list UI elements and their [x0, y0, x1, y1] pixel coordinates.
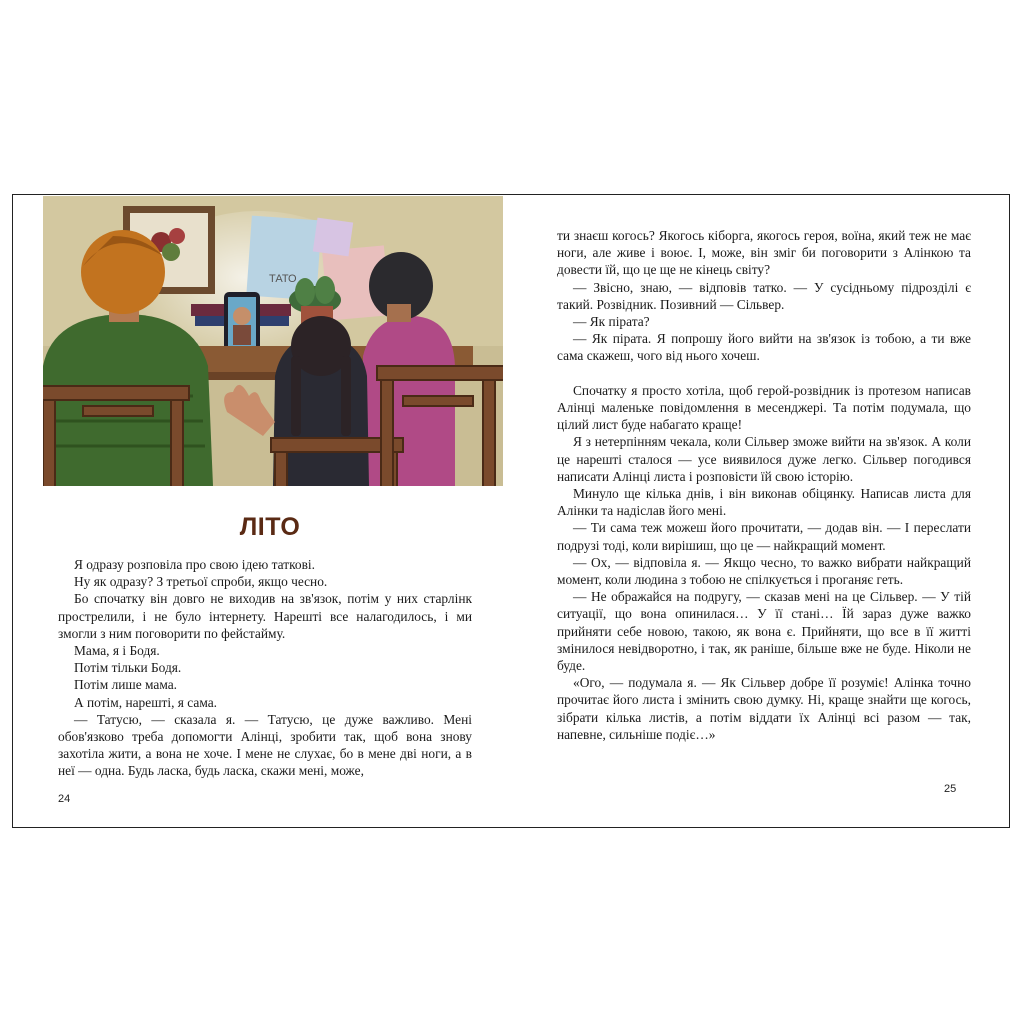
chapter-title: ЛІТО [239, 513, 301, 541]
paragraph: Бо спочатку він довго не виходив на зв'язок, потім у них старлінк прострелили, і не було інтернету. Нарешті все налагодилось, і ми змогли з ним поговорити по фейстайму. [58, 591, 472, 641]
paragraph: Минуло ще кілька днів, і він виконав обіцянку. Написав листа для Алінки та надіслав його мені. [557, 486, 971, 519]
paragraph: — Татусю, — сказала я. — Татусю, це дуже важливо. Мені обов'язково треба допомогти Алінці, зробити так, щоб вона знову захотіла жити, а вона не хоче. І мене не слухає, бо в мене дві ноги, а в неї — одна. Будь ласка, будь ласка, скажи мені, може, [58, 711, 472, 779]
paragraph: — Як пірата? [573, 314, 650, 330]
paragraph: «Ого, — подумала я. — Як Сільвер добре її розуміє! Алінка точно прочитає його листа і змінить свою думку. Ні, краще знайти ще когось, зібрати кілька листів, а потім віддати їх Алінці всі разом — так, напевне, сильніше подіє…» [557, 675, 971, 742]
paragraph: — Звісно, знаю, — відповів татко. — У сусідньому підрозділі є такий. Розвідник. Позивний — Сільвер. [557, 279, 971, 312]
paragraph: — Як пірата. Я попрошу його вийти на зв'язок із тобою, а ти вже сама скажеш, чого від нього хочеш. [557, 331, 971, 364]
paragraph: Я з нетерпінням чекала, коли Сільвер зможе вийти на зв'язок. А коли це нарешті сталося — усе виявилося дуже легко. Сільвер погодився написати Алінці листа і розповісти їй свою історію. [557, 434, 971, 484]
paragraph: — Ох, — відповіла я. — Якщо чесно, то важко вибрати найкращий момент, коли людина з тобою не спілкується і проганяє геть. [557, 554, 971, 588]
paragraph: — Не ображайся на подругу, — сказав мені на це Сільвер. — У тій ситуації, що вона опинилася… У її стані… Їй зараз дуже важко прийняти себе новою, такою, як вона є. Прийняти, що все в її житті змінилося невідворотно, і так, як раніше, більше вже не буде. Ніколи не буде. [557, 589, 971, 674]
book-spread [12, 194, 1010, 828]
paragraph: — Ти сама теж можеш його прочитати, — додав він. — І переслати подрузі тоді, коли вирішиш, що це — найкращий момент. [557, 520, 971, 553]
paragraph: Спочатку я просто хотіла, щоб герой-розвідник із протезом написав Алінці маленьке повідомлення в месенджері. Та потім подумала, що цілий лист буде набагато краще! [557, 382, 971, 433]
svg-text:ТАТО: ТАТО [269, 273, 297, 285]
family-video-call-illustration [43, 196, 503, 486]
left-page-text [58, 556, 472, 780]
paragraph: А потім, нарешті, я сама. [74, 694, 218, 710]
page-number-left: 24 [58, 793, 71, 805]
page-number-right: 25 [944, 783, 957, 795]
paragraph: Мама, я і Бодя. [74, 643, 160, 659]
paragraph: ти знаєш когось? Якогось кіборга, якогось героя, воїна, який теж не має ноги, але живе і воює. І, може, він зміг би поговорити з Алінкою та довести їй, що це ще не кінець світу? [557, 228, 971, 278]
right-page-text [557, 227, 971, 743]
paragraph: Потім лише мама. [74, 677, 178, 693]
paragraph: Потім тільки Бодя. [74, 660, 182, 676]
paragraph: Ну як одразу? З третьої спроби, якщо чесно. [74, 574, 328, 590]
paragraph: Я одразу розповіла про свою ідею таткові. [74, 557, 315, 572]
